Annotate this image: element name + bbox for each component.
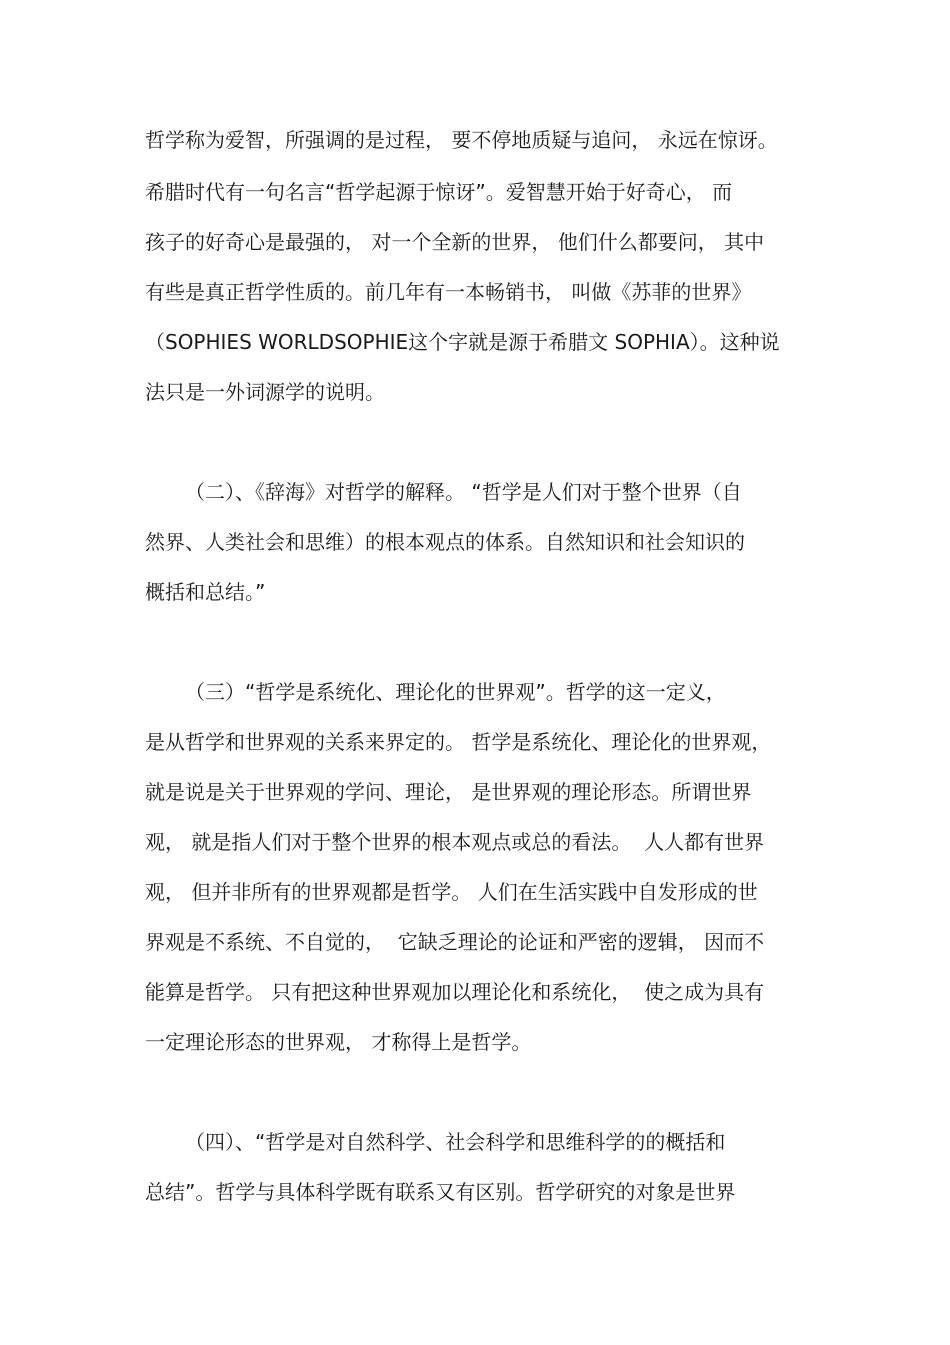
paragraph-section-4-line-1: （四）、“哲学是对自然科学、社会科学和思维科学的的概括和	[185, 1130, 726, 1154]
paragraph-intro-line-4: 有些是真正哲学性质的。前几年有一本畅销书， 叫做《苏菲的世界》	[145, 280, 752, 304]
paragraph-intro-line-3: 孩子的好奇心是最强的， 对一个全新的世界， 他们什么都要问， 其中	[145, 230, 765, 254]
paragraph-intro-line-5: （SOPHIES WORLDSOPHIE这个字就是源于希腊文 SOPHIA）。这种说	[145, 330, 780, 354]
paragraph-section-3-line-3: 就是说是关于世界观的学问、理论， 是世界观的理论形态。所谓世界	[145, 780, 752, 804]
paragraph-section-2-line-2: 然界、人类社会和思维）的根本观点的体系。自然知识和社会知识的	[145, 530, 745, 554]
paragraph-intro-line-6: 法只是一外词源学的说明。	[145, 380, 385, 404]
paragraph-section-4-line-2: 总结”。哲学与具体科学既有联系又有区别。哲学研究的对象是世界	[145, 1180, 736, 1204]
paragraph-section-2-line-1: （二）、《辞海》对哲学的解释。 “哲学是人们对于整个世界（自	[185, 480, 742, 504]
paragraph-section-3-line-1: （三）“哲学是系统化、理论化的世界观”。哲学的这一定义，	[185, 680, 726, 704]
paragraph-section-3-line-8: 一定理论形态的世界观， 才称得上是哲学。	[145, 1030, 532, 1054]
paragraph-section-3-line-7: 能算是哲学。 只有把这种世界观加以理论化和系统化， 使之成为具有	[145, 980, 765, 1004]
paragraph-intro-line-2: 希腊时代有一句名言“哲学起源于惊讶”。爱智慧开始于好奇心， 而	[145, 180, 733, 204]
paragraph-section-3-line-5: 观， 但并非所有的世界观都是哲学。 人们在生活实践中自发形成的世	[145, 880, 758, 904]
paragraph-section-3-line-4: 观， 就是指人们对于整个世界的根本观点或总的看法。 人人都有世界	[145, 830, 765, 854]
paragraph-section-2-line-3: 概括和总结。”	[145, 580, 266, 604]
paragraph-section-3-line-6: 界观是不系统、不自觉的， 它缺乏理论的论证和严密的逻辑， 因而不	[145, 930, 765, 954]
paragraph-intro-line-1: 哲学称为爱智，所强调的是过程， 要不停地质疑与追问， 永远在惊讶。	[145, 128, 778, 152]
paragraph-section-3-line-2: 是从哲学和世界观的关系来界定的。 哲学是系统化、理论化的世界观，	[145, 730, 772, 754]
